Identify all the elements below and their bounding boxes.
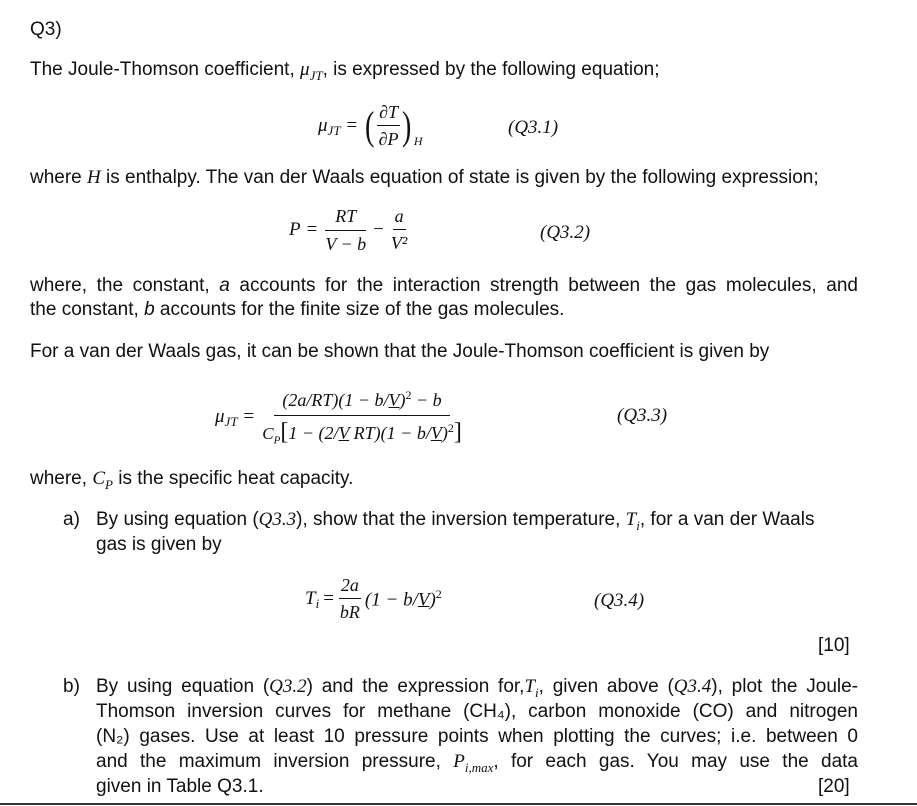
eq4-equals: = — [323, 588, 334, 609]
part-b-l4-b: , for each gas. You may use the data — [493, 751, 858, 772]
constants-l2-b: accounts for the finite size of the gas molecules. — [154, 299, 565, 320]
eq2-lhs: P — [289, 219, 301, 240]
eq3-den-cp: C — [262, 423, 274, 443]
eq3-lhs: μ — [215, 406, 225, 427]
part-a-l1-a: By using equation ( — [96, 509, 259, 530]
intro-line — [30, 60, 660, 82]
part-b-l1-d: ), plot the Joule- — [711, 676, 859, 697]
part-b-line-5: given in Table Q3.1. — [96, 776, 264, 797]
bottom-rule — [0, 803, 917, 805]
eq4-lhs-sub: i — [315, 596, 320, 611]
eq3-denominator — [260, 416, 464, 447]
eq1-subscript-h: H — [413, 133, 423, 148]
eq2-equals: = — [306, 219, 318, 240]
eq3-den-v2: V — [430, 422, 442, 443]
eq3-den-v: V — [338, 422, 350, 443]
part-b-letter: b) — [63, 676, 80, 697]
part-a-l1-b: ), show that the inversion temperature, — [296, 509, 626, 530]
eq1-lhs-sub: JT — [327, 123, 341, 138]
eq3-den-b: RT)(1 − b/ — [349, 422, 431, 443]
eq4-exp: 2 — [435, 586, 442, 601]
mu-subscript: JT — [309, 67, 323, 83]
part-b-ref-2: Q3.4 — [673, 676, 712, 697]
eq2-num2: a — [393, 206, 406, 230]
eq3-lhs-sub: JT — [224, 414, 238, 429]
eq3-den-a: 1 − (2/ — [288, 422, 339, 443]
constants-l1-a: where, the constant, — [30, 275, 220, 296]
constants-l1-b: accounts for the interaction strength between the gas molecules, and — [229, 275, 858, 296]
eq4-rest-b: ) — [429, 589, 436, 611]
part-b-line-1 — [96, 677, 858, 699]
part-b-l1-a: By using equation ( — [96, 676, 270, 697]
eq3-label: (Q3.3) — [617, 405, 668, 426]
eq2-fraction-1 — [323, 206, 368, 255]
constants-l2-a: the constant, — [30, 299, 145, 320]
eq2-minus: − — [373, 219, 384, 240]
part-b-line-3: (N₂) gases. Use at least 10 pressure points when plotting the curves; i.e. between 0 — [96, 726, 858, 747]
part-a-marks: [10] — [818, 635, 850, 656]
equation-q3-4 — [305, 572, 442, 626]
enthalpy-line — [30, 168, 819, 187]
eq3-num-exp: 2 — [405, 387, 412, 402]
eq2-den1: V − b — [325, 233, 367, 254]
intro-text-after: , is expressed by the following equation; — [322, 59, 660, 80]
constants-line-2 — [30, 300, 564, 319]
part-a-ti-sub: i — [636, 517, 640, 533]
part-b-line-2: Thomson inversion curves for methane (CH₄), carbon monoxide (CO) and nitrogen — [96, 701, 858, 722]
eq4-lhs: T — [305, 588, 316, 609]
eq3-num-v: V — [388, 389, 400, 410]
part-b-ti-sub: i — [535, 684, 539, 700]
eq4-rest-v: V — [417, 589, 430, 611]
cp-before: where, — [30, 468, 93, 489]
eq3-num-c: − b — [411, 389, 442, 410]
eq3-den-c: ) — [441, 422, 448, 443]
part-b-ti-symbol: T — [524, 676, 536, 697]
eq1-numerator: ∂T — [377, 102, 400, 126]
vdw-intro-line: For a van der Waals gas, it can be shown that the Joule-Thomson coefficient is given by — [30, 341, 770, 362]
eq2-num1: RT — [325, 206, 366, 231]
eq3-bracket-open: [ — [280, 418, 289, 445]
enthalpy-after: is enthalpy. The van der Waals equation of state is given by the following expression; — [100, 167, 819, 188]
eq3-bracket-close: ] — [453, 418, 462, 445]
part-a-letter: a) — [63, 509, 80, 530]
eq1-denominator: ∂P — [378, 129, 399, 149]
equation-q3-3 — [215, 382, 464, 452]
part-b-pimax-symbol: P — [453, 751, 465, 772]
eq4-fraction — [338, 575, 362, 623]
cp-line — [30, 469, 353, 491]
eq3-equals: = — [243, 406, 255, 427]
eq3-numerator — [274, 388, 449, 416]
eq2-fraction-2 — [389, 206, 409, 254]
eq4-denominator: bR — [339, 602, 360, 622]
eq3-den-cp-sub: P — [273, 434, 281, 447]
eq1-right-paren: ) — [402, 103, 412, 148]
intro-text-before: The Joule-Thomson coefficient, — [30, 59, 301, 80]
eq2-den2: V² — [390, 233, 408, 253]
eq1-lhs: μ — [318, 115, 328, 136]
eq1-equals: = — [346, 115, 358, 136]
cp-symbol: C — [92, 468, 105, 489]
eq3-fraction — [260, 388, 464, 447]
eq4-numerator: 2a — [339, 575, 361, 599]
eq4-label: (Q3.4) — [594, 590, 645, 611]
enthalpy-symbol: H — [87, 167, 101, 188]
constants-line-1 — [30, 276, 858, 295]
enthalpy-before: where — [30, 167, 88, 188]
part-a-line-1 — [96, 510, 814, 532]
eq3-den-exp: 2 — [447, 420, 454, 435]
part-b-l4-a: and the maximum inversion pressure, — [96, 751, 454, 772]
eq2-label: (Q3.2) — [540, 222, 591, 243]
part-a-ti-symbol: T — [625, 509, 637, 530]
part-b-marks: [20] — [818, 776, 850, 797]
cp-after: is the specific heat capacity. — [112, 468, 354, 489]
equation-q3-1 — [318, 98, 422, 154]
eq4-rest — [365, 587, 442, 611]
eq1-left-paren: ( — [365, 103, 375, 148]
part-a-ref: Q3.3 — [258, 509, 297, 530]
constant-b-symbol: b — [144, 299, 155, 320]
eq3-num-a: (2a/RT)(1 − b/ — [282, 389, 389, 410]
eq3-num-b: ) — [399, 389, 406, 410]
part-b-pimax-sub: i,max — [464, 759, 494, 775]
part-b-line-4 — [96, 752, 858, 774]
eq4-rest-a: (1 − b/ — [364, 589, 418, 611]
question-heading: Q3) — [30, 19, 62, 40]
constant-a-symbol: a — [219, 275, 230, 296]
mu-symbol: μ — [300, 59, 310, 80]
eq1-label: (Q3.1) — [508, 117, 559, 138]
eq1-fraction — [377, 102, 401, 150]
equation-q3-2 — [289, 202, 409, 258]
part-b-l1-c: , given above ( — [538, 676, 674, 697]
part-a-l1-c: , for a van der Waals — [639, 509, 815, 530]
part-b-ref-1: Q3.2 — [269, 676, 307, 697]
part-a-line-2: gas is given by — [96, 534, 222, 555]
part-b-l1-b: ) and the expression for, — [306, 676, 525, 697]
cp-subscript: P — [105, 476, 113, 492]
